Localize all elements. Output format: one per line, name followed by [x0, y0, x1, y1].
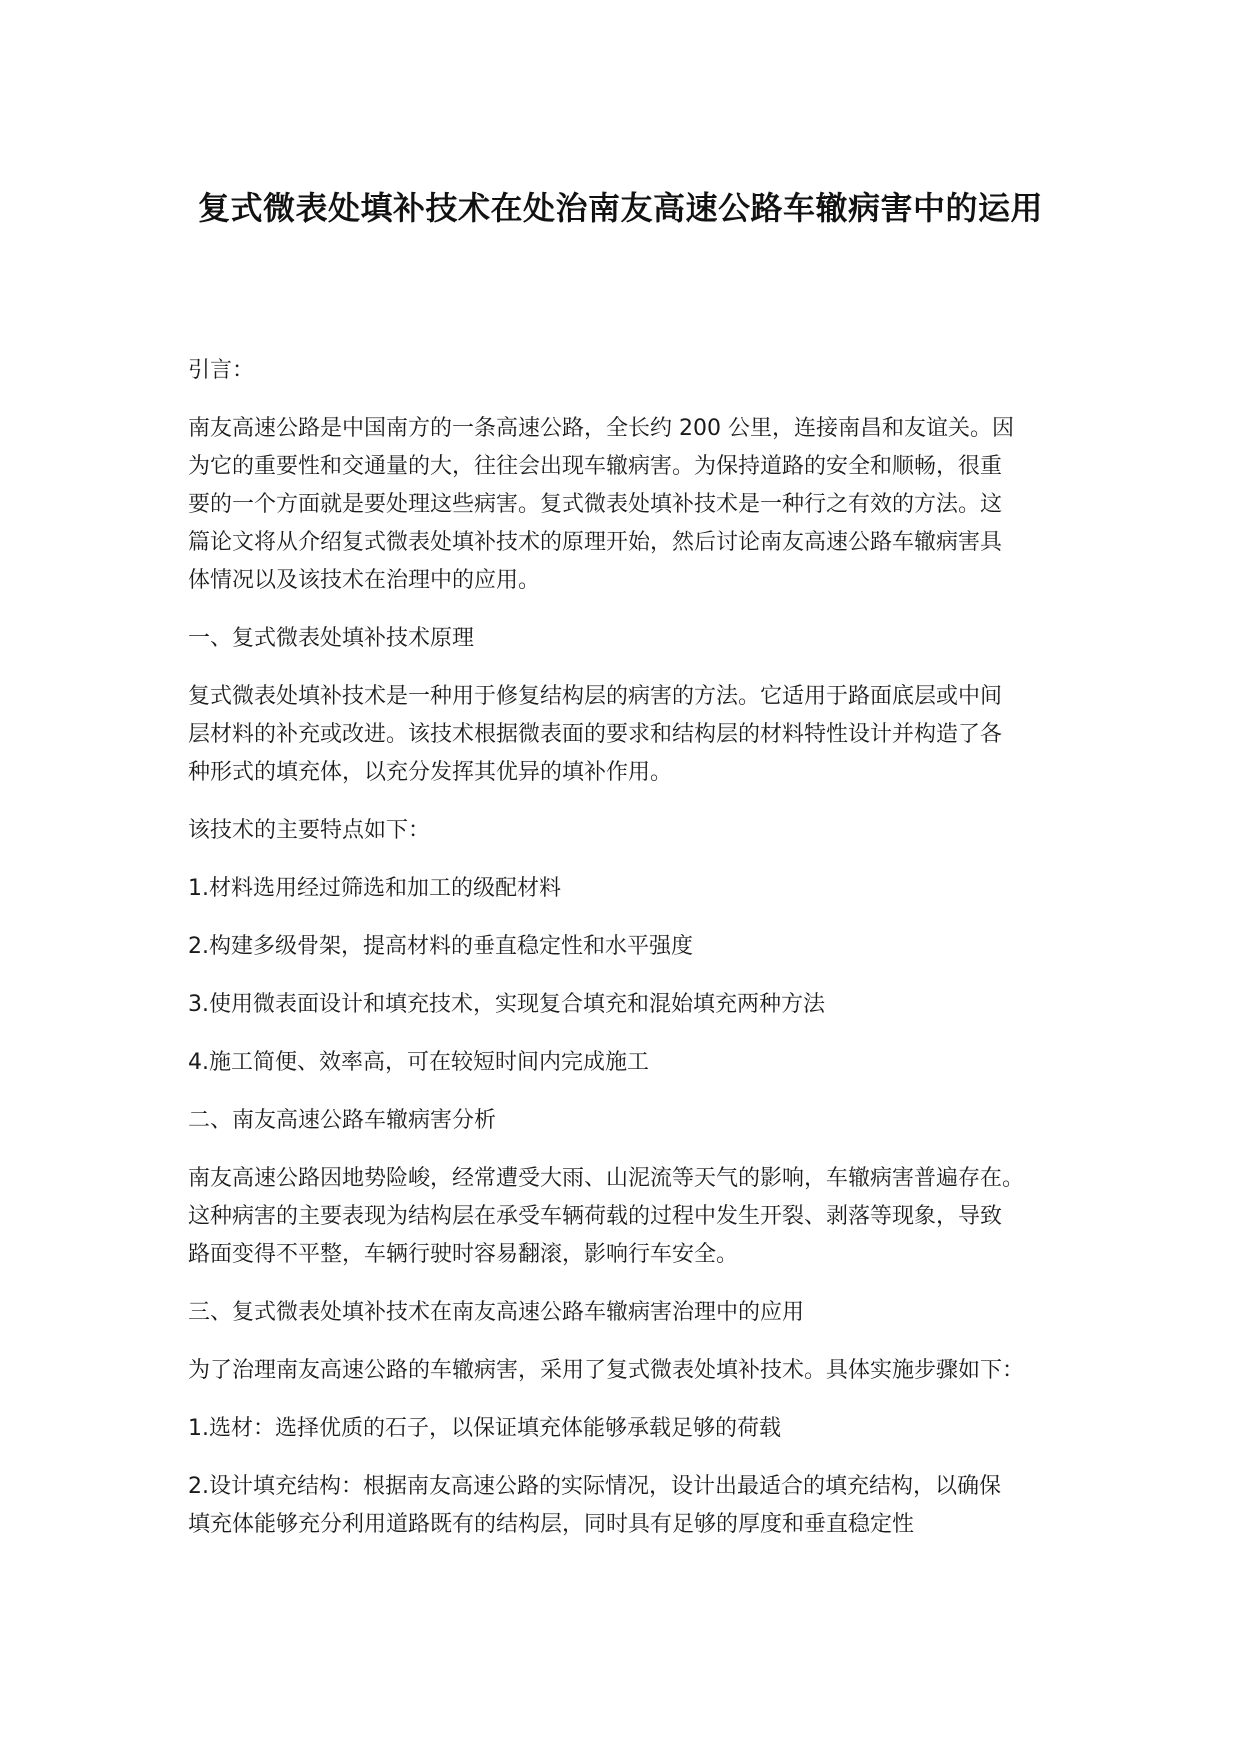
text-line: 体情况以及该技术在治理中的应用。 — [188, 568, 541, 593]
section-1-paragraph — [188, 678, 1088, 792]
step-item-1: 1.选材：选择优质的石子，以保证填充体能够承载足够的荷载 — [188, 1416, 781, 1441]
text-line: 复式微表处填补技术是一种用于修复结构层的病害的方法。它适用于路面底层或中间 — [188, 684, 1003, 709]
text-line: 种形式的填充体，以充分发挥其优异的填补作用。 — [188, 760, 673, 785]
text-line: 篇论文将从介绍复式微表处填补技术的原理开始，然后讨论南友高速公路车辙病害具 — [188, 530, 1003, 555]
feature-item-3: 3.使用微表面设计和填充技术，实现复合填充和混始填充两种方法 — [188, 992, 825, 1017]
section-2-heading: 二、南友高速公路车辙病害分析 — [188, 1108, 497, 1133]
feature-item-1: 1.材料选用经过筛选和加工的级配材料 — [188, 876, 561, 901]
text-line: 2.设计填充结构：根据南友高速公路的实际情况，设计出最适合的填充结构，以确保 — [188, 1474, 1001, 1499]
intro-paragraph — [188, 410, 1088, 600]
document-title: 复式微表处填补技术在处治南友高速公路车辙病害中的运用 — [197, 189, 1043, 227]
document-body — [188, 352, 1088, 1564]
text-line: 这种病害的主要表现为结构层在承受车辆荷载的过程中发生开裂、剥落等现象，导致 — [188, 1204, 1003, 1229]
text-line: 南友高速公路是中国南方的一条高速公路，全长约 200 公里，连接南昌和友谊关。因 — [188, 416, 1014, 441]
section-1-heading: 一、复式微表处填补技术原理 — [188, 626, 475, 651]
text-line: 层材料的补充或改进。该技术根据微表面的要求和结构层的材料特性设计并构造了各 — [188, 722, 1003, 747]
section-3-heading: 三、复式微表处填补技术在南友高速公路车辙病害治理中的应用 — [188, 1300, 805, 1325]
section-3-intro: 为了治理南友高速公路的车辙病害，采用了复式微表处填补技术。具体实施步骤如下： — [188, 1358, 1025, 1383]
intro-heading: 引言： — [188, 358, 255, 383]
text-line: 填充体能够充分利用道路既有的结构层，同时具有足够的厚度和垂直稳定性 — [188, 1512, 915, 1537]
text-line: 路面变得不平整，车辆行驶时容易翻滚，影响行车安全。 — [188, 1242, 739, 1267]
text-line: 为它的重要性和交通量的大，往往会出现车辙病害。为保持道路的安全和顺畅，很重 — [188, 454, 1003, 479]
features-intro: 该技术的主要特点如下： — [188, 818, 431, 843]
step-item-2 — [188, 1468, 1088, 1544]
text-line: 南友高速公路因地势险峻，经常遭受大雨、山泥流等天气的影响，车辙病害普遍存在。 — [188, 1166, 1025, 1191]
section-2-paragraph — [188, 1160, 1088, 1274]
text-line: 要的一个方面就是要处理这些病害。复式微表处填补技术是一种行之有效的方法。这 — [188, 492, 1003, 517]
feature-item-4: 4.施工简便、效率高，可在较短时间内完成施工 — [188, 1050, 649, 1075]
feature-item-2: 2.构建多级骨架，提高材料的垂直稳定性和水平强度 — [188, 934, 693, 959]
